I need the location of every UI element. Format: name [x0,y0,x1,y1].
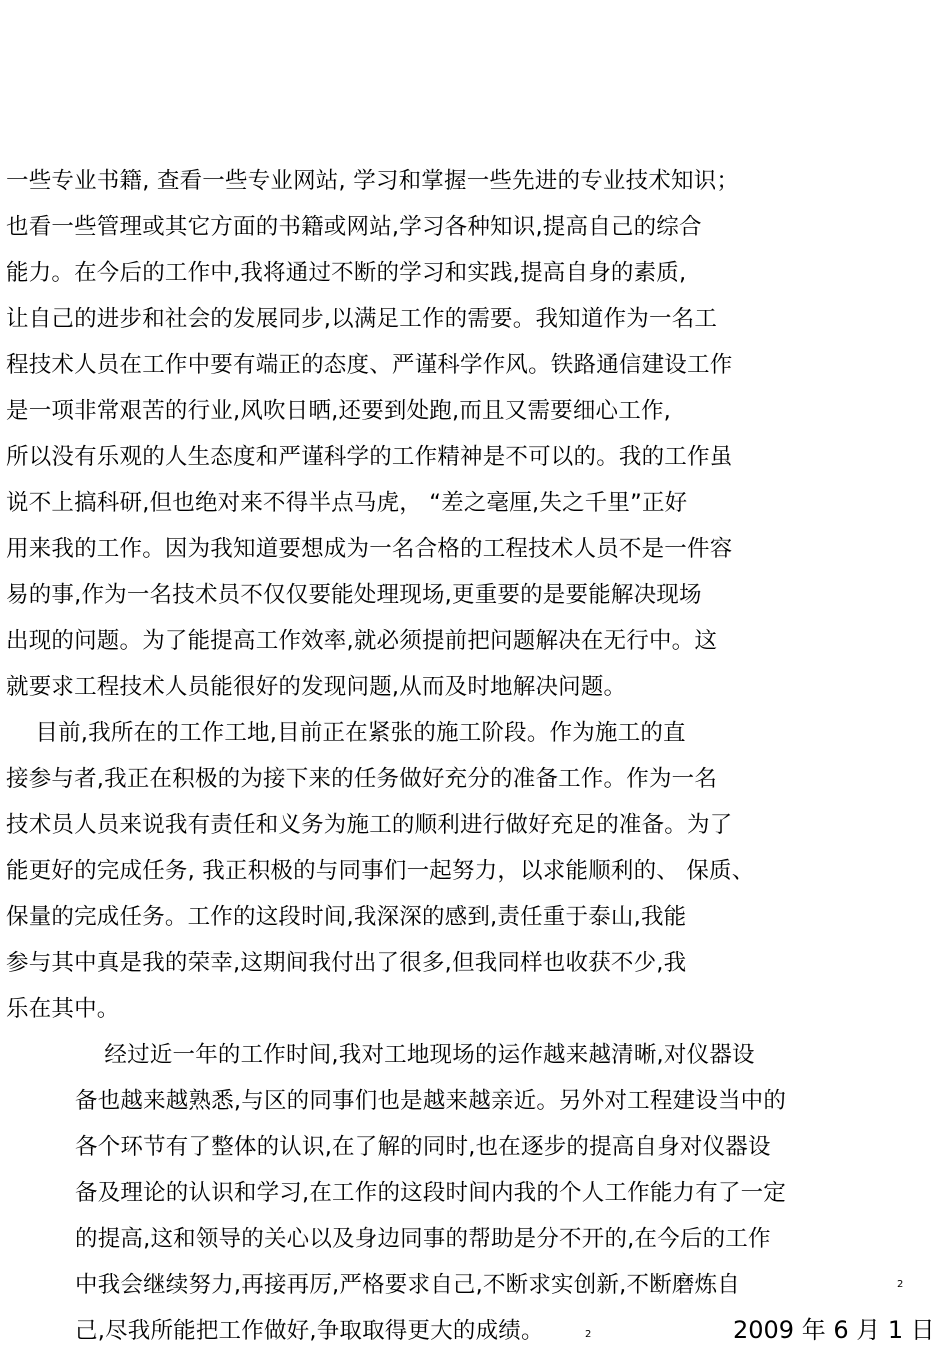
text-line: 一些专业书籍, 查看一些专业网站, 学习和掌握一些先进的专业技术知识； [6,168,740,194]
text-line: 技术员人员来说我有责任和义务为施工的顺利进行做好充足的准备。为了 [6,812,733,838]
text-line: 各个环节有了整体的认识,在了解的同时,也在逐步的提高自身对仪器设 [75,1134,771,1160]
text-line: 让自己的进步和社会的发展同步,以满足工作的需要。我知道作为一名工 [6,306,718,332]
text-line: 用来我的工作。因为我知道要想成为一名合格的工程技术人员不是一件容 [6,536,733,562]
text-line: 乐在其中。 [6,996,120,1022]
text-line: 参与其中真是我的荣幸,这期间我付出了很多,但我同样也收获不少,我 [6,950,687,976]
text-line: 就要求工程技术人员能很好的发现问题,从而及时地解决问题。 [6,674,627,700]
text-line: 保量的完成任务。工作的这段时间,我深深的感到,责任重于泰山,我能 [6,904,687,930]
text-line: 经过近一年的工作时间,我对工地现场的运作越来越清晰,对仪器设 [75,1042,755,1068]
text-line: 是一项非常艰苦的行业,风吹日晒,还要到处跑,而且又需要细心工作, [6,398,672,424]
text-line: 目前,我所在的工作工地,目前正在紧张的施工阶段。作为施工的直 [6,720,686,746]
text-line: 中我会继续努力,再接再厉,严格要求自己,不断求实创新,不断磨炼自 [75,1272,741,1298]
document-date: 2009 年 6 月 1 日 [733,1316,935,1344]
text-line: 备也越来越熟悉,与区的同事们也是越来越亲近。另外对工程建设当中的 [75,1088,787,1114]
text-line: 易的事,作为一名技术员不仅仅要能处理现场,更重要的是要能解决现场 [6,582,702,608]
text-line: 程技术人员在工作中要有端正的态度、严谨科学作风。铁路通信建设工作 [6,352,733,378]
text-line: 能更好的完成任务, 我正积极的与同事们一起努力，以求能顺利的、 保质、 [6,858,755,884]
text-line: 备及理论的认识和学习,在工作的这段时间内我的个人工作能力有了一定 [75,1180,787,1206]
text-line: 己,尽我所能把工作做好,争取取得更大的成绩。 [75,1318,544,1344]
text-line: 所以没有乐观的人生态度和严谨科学的工作精神是不可以的。我的工作虽 [6,444,733,470]
text-line: 接参与者,我正在积极的为接下来的任务做好充分的准备工作。作为一名 [6,766,718,792]
text-line: 能力。在今后的工作中,我将通过不断的学习和实践,提高自身的素质, [6,260,687,286]
page-number-bottom: 2 [585,1329,592,1340]
text-line: 的提高,这和领导的关心以及身边同事的帮助是分不开的,在今后的工作 [75,1226,771,1252]
page-number-right: 2 [897,1279,904,1290]
text-line: 说不上搞科研,但也绝对来不得半点马虎， “差之毫厘,失之千里”正好 [6,490,688,516]
text-line: 出现的问题。为了能提高工作效率,就必须提前把问题解决在无行中。这 [6,628,718,654]
text-line: 也看一些管理或其它方面的书籍或网站,学习各种知识,提高自己的综合 [6,214,702,240]
